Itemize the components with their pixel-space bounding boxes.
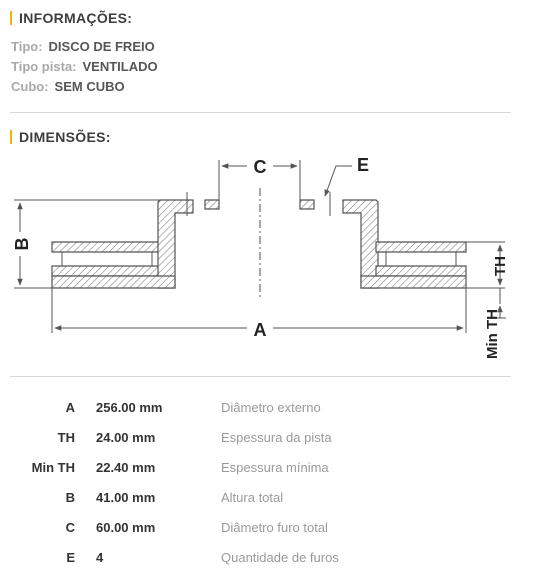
dim-row-min-th xyxy=(0,460,536,480)
dim-code: TH xyxy=(57,430,75,445)
info-label: Cubo: xyxy=(11,79,49,94)
dim-row-e xyxy=(0,550,536,570)
dim-value: 4 xyxy=(96,550,104,565)
disc-section xyxy=(52,200,466,288)
dimension-th xyxy=(466,242,506,318)
dim-value: 256.00 mm xyxy=(96,400,163,415)
info-label: Tipo: xyxy=(11,39,43,54)
dim-value: 22.40 mm xyxy=(96,460,156,475)
dim-row-a xyxy=(0,400,536,420)
dim-code: C xyxy=(65,520,75,535)
dim-desc: Espessura da pista xyxy=(221,430,332,445)
divider xyxy=(10,376,511,377)
dim-code: A xyxy=(65,400,75,415)
info-value: SEM CUBO xyxy=(54,79,125,94)
dimension-th-label: TH xyxy=(492,256,509,276)
dim-row-c xyxy=(0,520,536,540)
vent-lines xyxy=(62,252,456,266)
dim-code: E xyxy=(66,550,75,565)
dimensions-section-title xyxy=(10,129,111,145)
dim-value: 24.00 mm xyxy=(96,430,156,445)
info-label: Tipo pista: xyxy=(11,59,77,74)
info-row-tipo-pista xyxy=(11,59,158,74)
accent-bar xyxy=(10,11,12,25)
dim-desc: Diâmetro furo total xyxy=(221,520,328,535)
dimension-e xyxy=(325,166,352,196)
dim-value: 60.00 mm xyxy=(96,520,156,535)
dim-code: Min TH xyxy=(31,460,75,475)
dim-row-th xyxy=(0,430,536,450)
info-section-title xyxy=(10,10,132,26)
dim-desc: Diâmetro externo xyxy=(221,400,321,415)
dimension-b-label: B xyxy=(12,237,32,251)
info-row-tipo xyxy=(11,39,155,54)
dim-row-b xyxy=(0,490,536,510)
dim-desc: Altura total xyxy=(221,490,284,505)
dimension-e-label: E xyxy=(357,155,370,175)
dimension-min-th-label: Min TH xyxy=(484,309,501,359)
info-value: VENTILADO xyxy=(82,59,158,74)
info-row-cubo xyxy=(11,79,125,94)
dimension-c-label: C xyxy=(253,157,267,177)
brake-disc-diagram xyxy=(0,150,536,370)
dim-code: B xyxy=(65,490,75,505)
dim-value: 41.00 mm xyxy=(96,490,156,505)
info-value: DISCO DE FREIO xyxy=(48,39,155,54)
dim-desc: Espessura mínima xyxy=(221,460,329,475)
dimension-a-label: A xyxy=(253,320,267,340)
info-title-text: INFORMAÇÕES: xyxy=(19,10,133,26)
accent-bar xyxy=(10,130,12,144)
divider xyxy=(10,112,511,113)
dimensions-title-text: DIMENSÕES: xyxy=(19,129,111,145)
dim-desc: Quantidade de furos xyxy=(221,550,339,565)
